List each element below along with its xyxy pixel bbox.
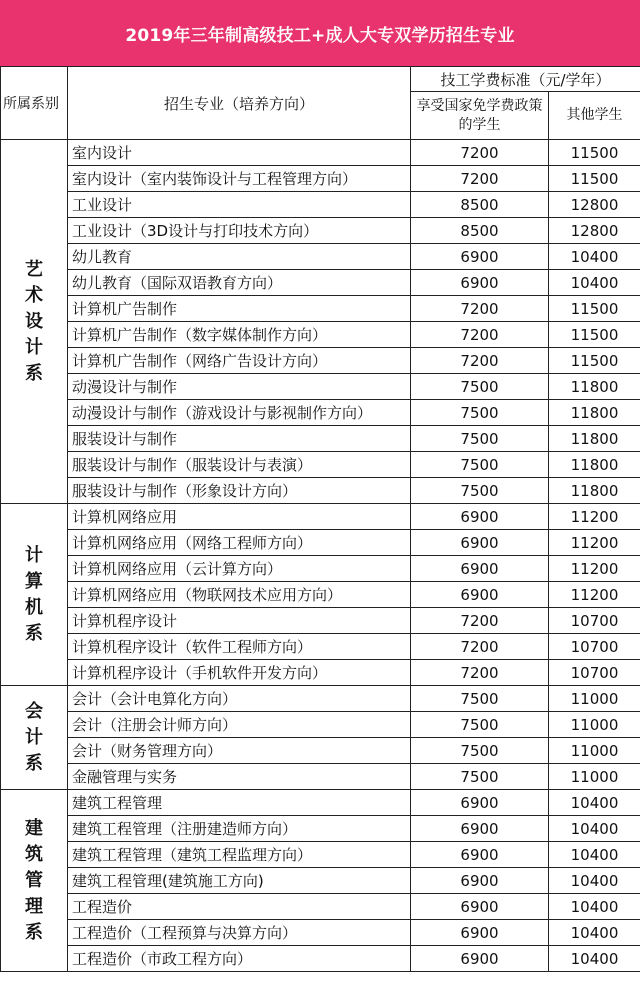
- fee-exempt-cell: 6900: [411, 920, 549, 946]
- fee-other-cell: 10400: [549, 894, 640, 920]
- table-row: [1, 218, 640, 244]
- fee-exempt-cell: 7500: [411, 374, 549, 400]
- department-cell: 计 算 机 系: [1, 504, 68, 686]
- fee-other-cell: 10400: [549, 868, 640, 894]
- table-row: [1, 296, 640, 322]
- major-cell: 会计（注册会计师方向）: [68, 712, 411, 738]
- table-row: [1, 140, 640, 166]
- major-cell: 幼儿教育: [68, 244, 411, 270]
- table-row: [1, 270, 640, 296]
- table-row: [1, 244, 640, 270]
- fee-exempt-cell: 6900: [411, 894, 549, 920]
- major-cell: 服装设计与制作（服装设计与表演）: [68, 452, 411, 478]
- major-cell: 计算机网络应用（物联网技术应用方向）: [68, 582, 411, 608]
- major-cell: 建筑工程管理（建筑工程监理方向）: [68, 842, 411, 868]
- fee-exempt-cell: 7200: [411, 660, 549, 686]
- fee-other-cell: 11000: [549, 712, 640, 738]
- fee-other-cell: 10400: [549, 946, 640, 972]
- header-fee-group: 技工学费标准（元/学年）: [411, 67, 640, 92]
- fee-other-cell: 11500: [549, 348, 640, 374]
- table-row: [1, 192, 640, 218]
- table-row: [1, 634, 640, 660]
- fee-other-cell: 10400: [549, 244, 640, 270]
- table-row: [1, 894, 640, 920]
- table-row: [1, 348, 640, 374]
- fee-exempt-cell: 6900: [411, 270, 549, 296]
- major-cell: 计算机程序设计（手机软件开发方向）: [68, 660, 411, 686]
- fee-exempt-cell: 7500: [411, 452, 549, 478]
- fee-other-cell: 11500: [549, 322, 640, 348]
- major-cell: 建筑工程管理: [68, 790, 411, 816]
- table-row: [1, 166, 640, 192]
- fee-other-cell: 11800: [549, 400, 640, 426]
- fee-other-cell: 12800: [549, 192, 640, 218]
- fee-exempt-cell: 8500: [411, 218, 549, 244]
- fee-exempt-cell: 6900: [411, 504, 549, 530]
- major-cell: 工程造价（市政工程方向）: [68, 946, 411, 972]
- major-cell: 服装设计与制作（形象设计方向）: [68, 478, 411, 504]
- table-body: [1, 140, 640, 972]
- fee-exempt-cell: 7500: [411, 478, 549, 504]
- major-cell: 工业设计（3D设计与打印技术方向）: [68, 218, 411, 244]
- table-row: [1, 946, 640, 972]
- fee-exempt-cell: 7500: [411, 426, 549, 452]
- department-cell: 建 筑 管 理 系: [1, 790, 68, 972]
- fee-exempt-cell: 6900: [411, 842, 549, 868]
- fee-exempt-cell: 6900: [411, 816, 549, 842]
- fee-exempt-cell: 7200: [411, 140, 549, 166]
- fee-exempt-cell: 8500: [411, 192, 549, 218]
- fee-other-cell: 10700: [549, 660, 640, 686]
- table-row: [1, 374, 640, 400]
- table-row: [1, 868, 640, 894]
- page-title: 2019年三年制高级技工+成人大专双学历招生专业: [0, 0, 640, 66]
- table-row: [1, 530, 640, 556]
- header-major: 招生专业（培养方向）: [68, 67, 411, 140]
- fee-other-cell: 11800: [549, 374, 640, 400]
- fee-exempt-cell: 7500: [411, 686, 549, 712]
- fee-exempt-cell: 7200: [411, 322, 549, 348]
- fee-other-cell: 11200: [549, 530, 640, 556]
- department-cell: 艺 术 设 计 系: [1, 140, 68, 504]
- fee-exempt-cell: 7200: [411, 348, 549, 374]
- fee-exempt-cell: 7200: [411, 634, 549, 660]
- table-row: [1, 582, 640, 608]
- major-cell: 建筑工程管理(建筑施工方向): [68, 868, 411, 894]
- table-row: [1, 426, 640, 452]
- fee-other-cell: 11800: [549, 478, 640, 504]
- major-cell: 幼儿教育（国际双语教育方向）: [68, 270, 411, 296]
- fee-exempt-cell: 7500: [411, 712, 549, 738]
- major-cell: 服装设计与制作: [68, 426, 411, 452]
- table-row: [1, 738, 640, 764]
- table-row: [1, 686, 640, 712]
- fee-other-cell: 11200: [549, 556, 640, 582]
- fee-exempt-cell: 6900: [411, 790, 549, 816]
- fee-exempt-cell: 7200: [411, 296, 549, 322]
- fee-exempt-cell: 6900: [411, 868, 549, 894]
- fee-other-cell: 11800: [549, 452, 640, 478]
- major-cell: 动漫设计与制作（游戏设计与影视制作方向）: [68, 400, 411, 426]
- table-row: [1, 478, 640, 504]
- table-row: [1, 608, 640, 634]
- fee-exempt-cell: 7500: [411, 738, 549, 764]
- major-cell: 计算机网络应用（网络工程师方向）: [68, 530, 411, 556]
- fee-other-cell: 11500: [549, 140, 640, 166]
- fee-exempt-cell: 7200: [411, 608, 549, 634]
- fee-other-cell: 11000: [549, 738, 640, 764]
- major-cell: 金融管理与实务: [68, 764, 411, 790]
- table-header: [1, 67, 640, 140]
- major-cell: 工程造价: [68, 894, 411, 920]
- major-cell: 计算机网络应用: [68, 504, 411, 530]
- table-row: [1, 400, 640, 426]
- table-row: [1, 660, 640, 686]
- header-department: 所属系别: [1, 67, 68, 140]
- header-fee-exempt: 享受国家免学费政策的学生: [411, 92, 549, 140]
- major-cell: 计算机程序设计（软件工程师方向）: [68, 634, 411, 660]
- enrollment-table: [0, 66, 640, 972]
- fee-other-cell: 11500: [549, 296, 640, 322]
- fee-other-cell: 10400: [549, 790, 640, 816]
- table-row: [1, 842, 640, 868]
- major-cell: 计算机广告制作（数字媒体制作方向）: [68, 322, 411, 348]
- major-cell: 工业设计: [68, 192, 411, 218]
- major-cell: 计算机广告制作（网络广告设计方向）: [68, 348, 411, 374]
- fee-exempt-cell: 6900: [411, 582, 549, 608]
- fee-other-cell: 11500: [549, 166, 640, 192]
- fee-exempt-cell: 7500: [411, 400, 549, 426]
- fee-exempt-cell: 7200: [411, 166, 549, 192]
- table-row: [1, 920, 640, 946]
- fee-exempt-cell: 7500: [411, 764, 549, 790]
- fee-other-cell: 10400: [549, 816, 640, 842]
- department-cell: 会 计 系: [1, 686, 68, 790]
- major-cell: 室内设计（室内装饰设计与工程管理方向）: [68, 166, 411, 192]
- major-cell: 动漫设计与制作: [68, 374, 411, 400]
- table-row: [1, 452, 640, 478]
- fee-other-cell: 10400: [549, 270, 640, 296]
- major-cell: 室内设计: [68, 140, 411, 166]
- fee-exempt-cell: 6900: [411, 946, 549, 972]
- major-cell: 计算机网络应用（云计算方向）: [68, 556, 411, 582]
- fee-other-cell: 11200: [549, 504, 640, 530]
- table-row: [1, 712, 640, 738]
- table-row: [1, 556, 640, 582]
- fee-other-cell: 10700: [549, 634, 640, 660]
- fee-other-cell: 10700: [549, 608, 640, 634]
- fee-other-cell: 10400: [549, 920, 640, 946]
- fee-exempt-cell: 6900: [411, 530, 549, 556]
- header-fee-other: 其他学生: [549, 92, 640, 140]
- fee-other-cell: 11000: [549, 686, 640, 712]
- major-cell: 会计（财务管理方向）: [68, 738, 411, 764]
- major-cell: 会计（会计电算化方向）: [68, 686, 411, 712]
- table-row: [1, 764, 640, 790]
- major-cell: 计算机程序设计: [68, 608, 411, 634]
- table-row: [1, 816, 640, 842]
- fee-other-cell: 11800: [549, 426, 640, 452]
- fee-other-cell: 11200: [549, 582, 640, 608]
- table-row: [1, 504, 640, 530]
- fee-other-cell: 11000: [549, 764, 640, 790]
- fee-other-cell: 10400: [549, 842, 640, 868]
- major-cell: 计算机广告制作: [68, 296, 411, 322]
- fee-exempt-cell: 6900: [411, 244, 549, 270]
- table-row: [1, 790, 640, 816]
- fee-other-cell: 12800: [549, 218, 640, 244]
- major-cell: 工程造价（工程预算与决算方向）: [68, 920, 411, 946]
- major-cell: 建筑工程管理（注册建造师方向）: [68, 816, 411, 842]
- table-row: [1, 322, 640, 348]
- fee-exempt-cell: 6900: [411, 556, 549, 582]
